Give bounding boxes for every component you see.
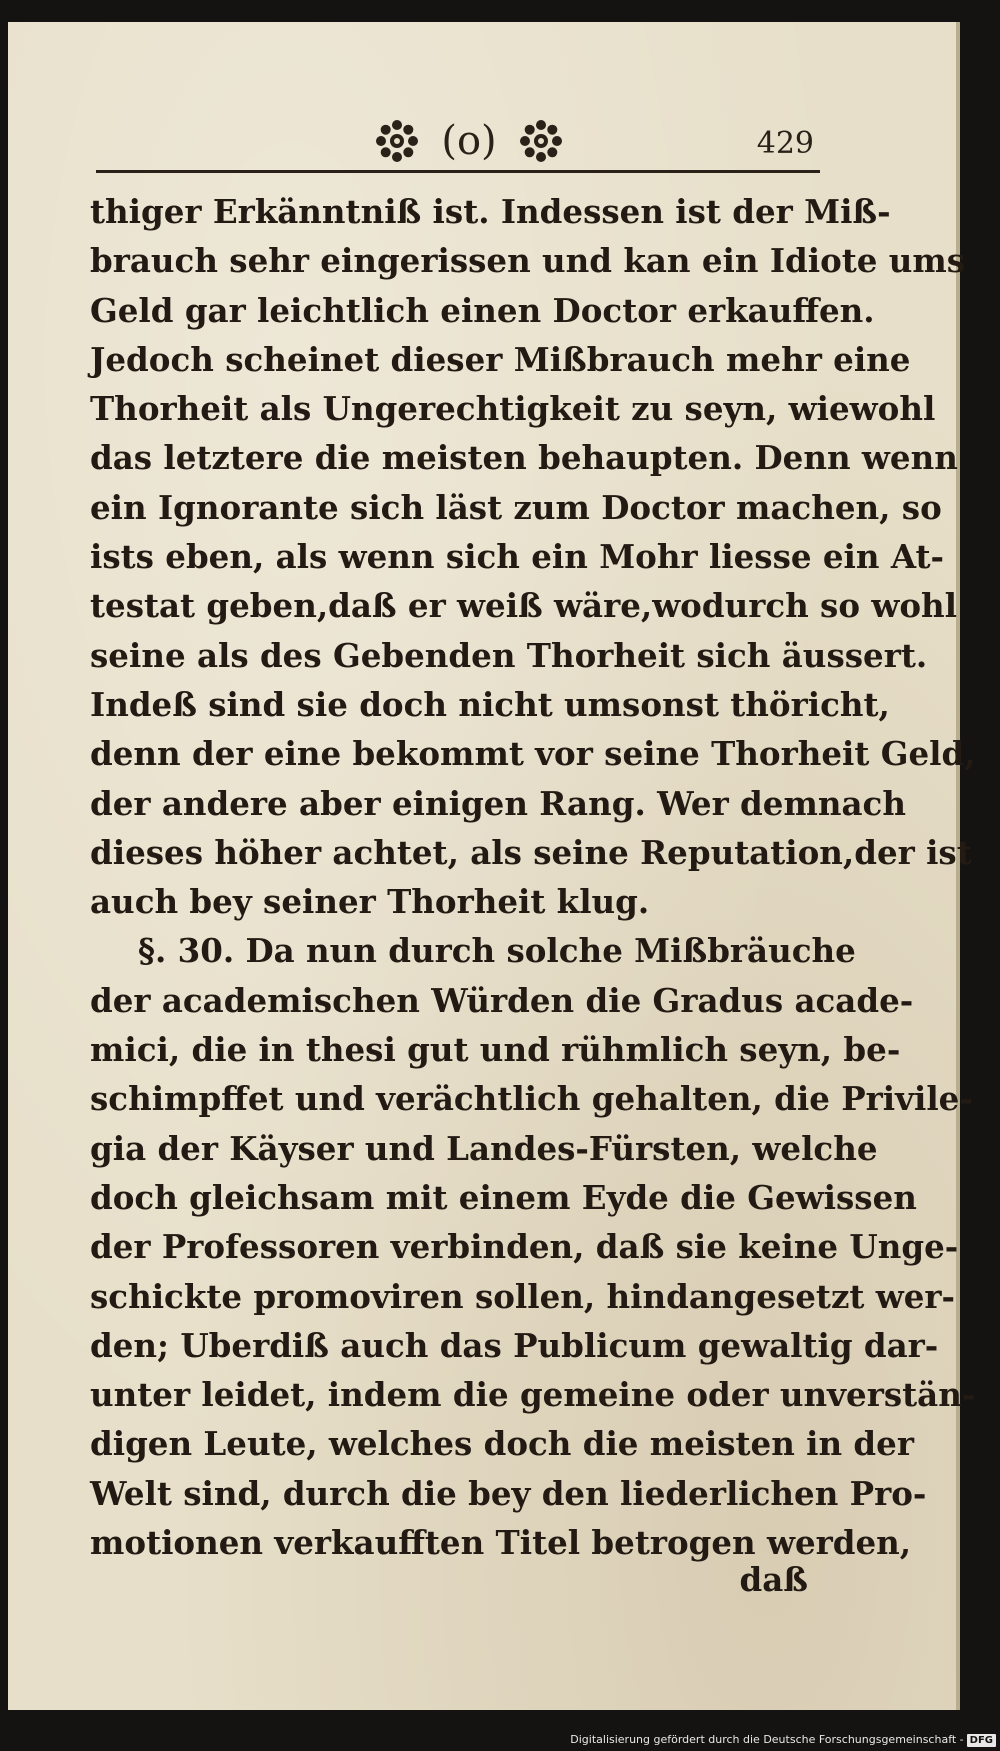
signature-mark: (o) (441, 118, 497, 164)
text-line: Jedoch scheinet dieser Mißbrauch mehr eine (90, 339, 911, 379)
text-line: Geld gar leichtlich einen Doctor erkauffen. (90, 290, 875, 330)
text-line: dieses höher achtet, als seine Reputation,der ist (90, 832, 972, 872)
header-rule (96, 170, 820, 173)
text-line: denn der eine bekommt vor seine Thorheit Geld, (90, 734, 976, 774)
text-line: unter leidet, indem die gemeine oder unverstän- (90, 1375, 976, 1415)
text-line: ists eben, als wenn sich ein Mohr liesse ein At- (90, 537, 944, 577)
text-line: mici, die in thesi gut und rühmlich seyn, be- (90, 1030, 901, 1070)
text-line: motionen verkaufften Titel betrogen werden, (90, 1523, 912, 1563)
right-rosette-ornament-icon (519, 119, 563, 163)
text-line: das letztere die meisten behaupten. Denn wenn (90, 438, 958, 478)
text-line: den; Uberdiß auch das Publicum gewaltig dar- (90, 1325, 939, 1365)
text-line: testat geben,daß er weiß wäre,wodurch so wohl (90, 586, 957, 626)
text-line: Thorheit als Ungerechtigkeit zu seyn, wiewohl (90, 389, 936, 429)
page-header (96, 114, 820, 174)
text-line-section-start: §. 30. Da nun durch solche Mißbräuche (138, 931, 856, 971)
text-line: gia der Käyser und Landes-Fürsten, welche (90, 1128, 878, 1168)
book-page (8, 22, 976, 1710)
text-line: der academischen Würden die Gradus acade- (90, 980, 914, 1020)
dfg-logo: DFG (967, 1734, 996, 1747)
text-line: seine als des Gebenden Thorheit sich äussert. (90, 635, 928, 675)
text-line: Welt sind, durch die bey den liederlichen Pro- (90, 1473, 927, 1513)
text-line: ein Ignorante sich läst zum Doctor machen, so (90, 487, 942, 527)
text-line-paragraph-end: auch bey seiner Thorheit klug. (90, 882, 650, 922)
text-line: Indeß sind sie doch nicht umsonst thöricht, (90, 684, 890, 724)
catchword: daß (739, 1560, 808, 1599)
digitization-credit (570, 1733, 996, 1747)
text-line: schickte promoviren sollen, hindangesetzt wer- (90, 1276, 955, 1316)
text-line: thiger Erkänntniß ist. Indessen ist der Miß- (90, 192, 891, 231)
text-line: brauch sehr eingerissen und kan ein Idiote ums (90, 241, 966, 281)
text-line: der andere aber einigen Rang. Wer demnach (90, 783, 906, 823)
text-line: doch gleichsam mit einem Eyde die Gewissen (90, 1177, 917, 1217)
left-rosette-ornament-icon (375, 119, 419, 163)
credit-text: Digitalisierung gefördert durch die Deutsche Forschungsgemeinschaft - (570, 1733, 964, 1746)
text-line: schimpffet und verächtlich gehalten, die Privile- (90, 1079, 973, 1119)
header-ornament (344, 116, 594, 166)
text-line: digen Leute, welches doch die meisten in der (90, 1424, 914, 1464)
body-text (90, 187, 976, 1567)
text-line: der Professoren verbinden, daß sie keine Unge- (90, 1227, 959, 1267)
page-number: 429 (756, 126, 814, 161)
